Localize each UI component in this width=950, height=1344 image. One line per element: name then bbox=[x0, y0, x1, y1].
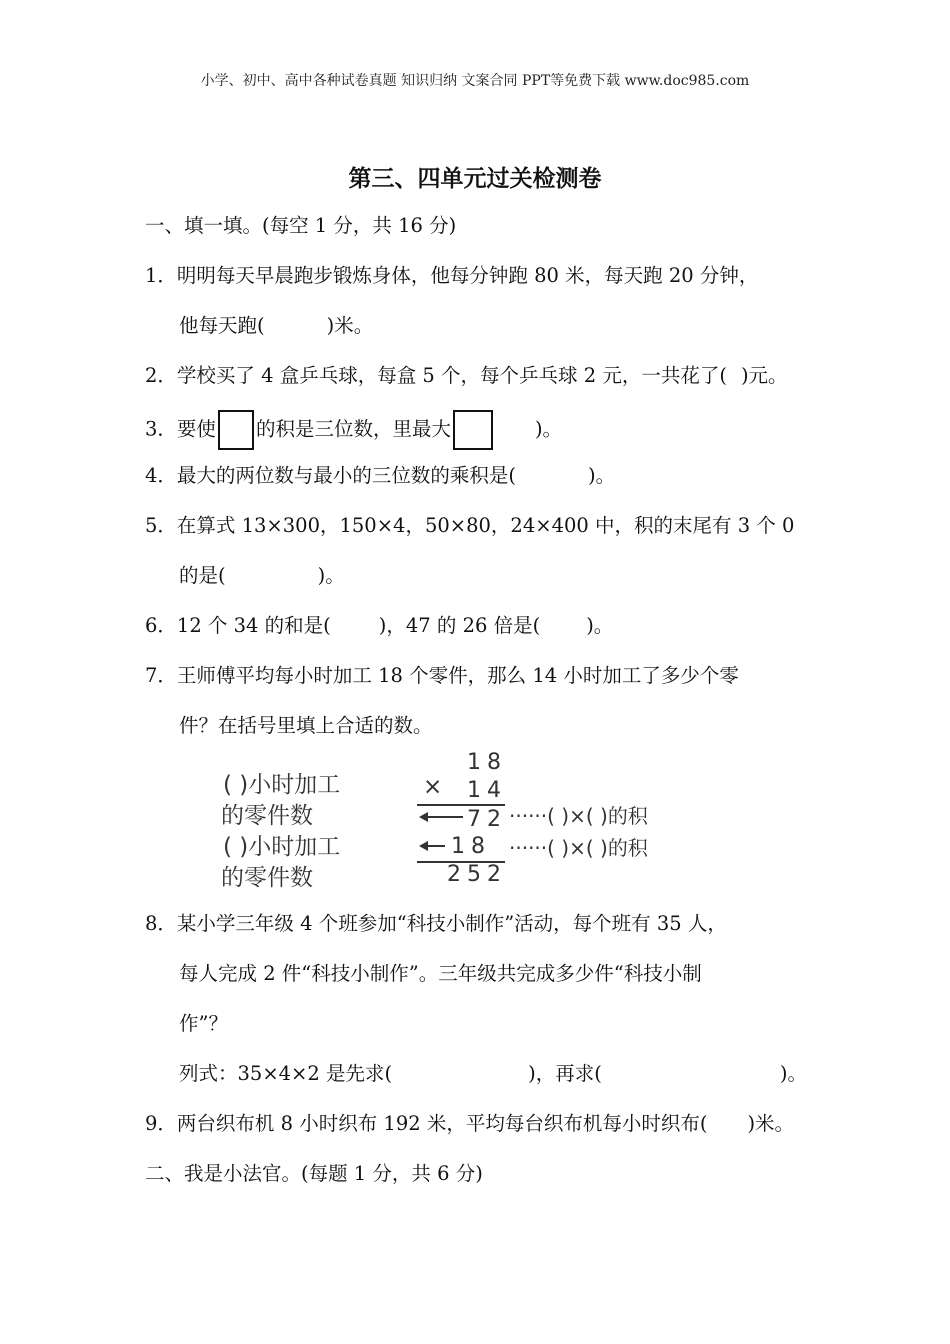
question-number: 4． bbox=[145, 464, 177, 487]
question-5-line-2: 的是( )。 bbox=[179, 564, 345, 587]
number-box[interactable] bbox=[453, 410, 493, 450]
question-7: 7．王师傅平均每小时加工 18 个零件，那么 14 小时加工了多少个零 bbox=[145, 664, 739, 687]
question-4: 4．最大的两位数与最小的三位数的乘积是( )。 bbox=[145, 464, 616, 487]
question-1-line-2: 他每天跑( )米。 bbox=[179, 314, 374, 337]
figure-label: ( )小时加工 bbox=[223, 772, 341, 798]
question-8-line-3: 作”？ bbox=[179, 1012, 228, 1035]
left-arrow-icon bbox=[419, 810, 465, 824]
page-header: 小学、初中、高中各种试卷真题 知识归纳 文案合同 PPT等免费下载 www.doc985.com bbox=[200, 73, 750, 89]
section-1-heading: 一、填一填。(每空 1 分，共 16 分) bbox=[145, 214, 457, 237]
question-2: 2．学校买了 4 盒乒乓球，每盒 5 个，每个乒乓球 2 元，一共花了( )元。 bbox=[145, 364, 788, 387]
figure-label: ( )小时加工 bbox=[223, 834, 341, 860]
number-box[interactable] bbox=[218, 410, 254, 450]
rule-line bbox=[417, 804, 505, 806]
partial-product-1: 72 bbox=[467, 807, 507, 832]
question-8-line-2: 每人完成 2 件“科技小制作”。三年级共完成多少件“科技小制 bbox=[179, 962, 702, 985]
multiplier: 14 bbox=[467, 778, 507, 803]
question-3: 3．要使 的积是三位数，里最大 )。 bbox=[145, 410, 562, 450]
question-number: 5． bbox=[145, 514, 177, 537]
figure-label: 的零件数 bbox=[221, 865, 313, 891]
page-title: 第三、四单元过关检测卷 bbox=[348, 166, 602, 192]
question-number: 3． bbox=[145, 417, 177, 441]
question-number: 2． bbox=[145, 364, 177, 387]
question-number: 9． bbox=[145, 1112, 177, 1135]
final-product: 252 bbox=[447, 862, 507, 887]
figure-note: ······( )×( )的积 bbox=[509, 836, 648, 860]
question-6: 6．12 个 34 的和是( )，47 的 26 倍是( )。 bbox=[145, 614, 614, 637]
multiplicand: 18 bbox=[467, 750, 507, 775]
question-7-line-2: 件？在括号里填上合适的数。 bbox=[179, 714, 433, 737]
question-1: 1．明明每天早晨跑步锻炼身体，他每分钟跑 80 米，每天跑 20 分钟， bbox=[145, 264, 759, 287]
question-8-line-4: 列式：35×4×2 是先求( )，再求( )。 bbox=[179, 1062, 807, 1085]
question-9: 9．两台织布机 8 小时织布 192 米，平均每台织布机每小时织布( )米。 bbox=[145, 1112, 795, 1135]
figure-note: ······( )×( )的积 bbox=[509, 804, 648, 828]
question-number: 8． bbox=[145, 912, 177, 935]
question-number: 6． bbox=[145, 614, 177, 637]
left-arrow-icon bbox=[419, 839, 447, 853]
question-number: 7． bbox=[145, 664, 177, 687]
question-number: 1． bbox=[145, 264, 177, 287]
times-sign: × bbox=[423, 774, 443, 800]
partial-product-2: 18 bbox=[451, 834, 491, 859]
multiplication-diagram bbox=[215, 752, 775, 892]
figure-label: 的零件数 bbox=[221, 803, 313, 829]
section-2-heading: 二、我是小法官。(每题 1 分，共 6 分) bbox=[145, 1162, 483, 1185]
question-8: 8．某小学三年级 4 个班参加“科技小制作”活动，每个班有 35 人， bbox=[145, 912, 727, 935]
question-5: 5．在算式 13×300，150×4，50×80，24×400 中，积的末尾有 3 个 0 bbox=[145, 514, 795, 537]
